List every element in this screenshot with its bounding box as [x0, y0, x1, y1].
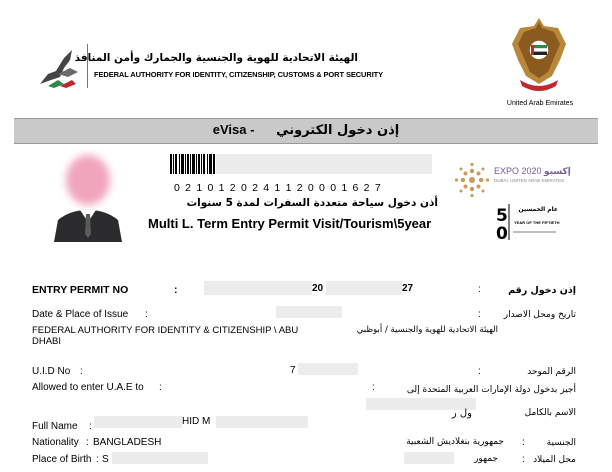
fullname-redaction-a [94, 416, 182, 428]
entry-permit-redaction [204, 281, 312, 295]
entry-permit-value-a: 20 [312, 283, 324, 294]
fullname-value: HID M [182, 416, 211, 427]
entry-permit-redaction-2 [326, 281, 402, 295]
expo-name-ar: إكسبو [544, 167, 571, 177]
nationality-colon-ar: : [522, 437, 525, 448]
authority-falcon-logo [34, 44, 84, 90]
birthplace-value-ar: جمهور [474, 454, 498, 464]
permit-title-en: Multi L. Term Entry Permit Visit/Tourism\5year [148, 216, 432, 231]
uid-redaction [298, 363, 358, 375]
allowed-colon: : [159, 382, 162, 393]
year-title-ar: عام الخمسين [518, 206, 558, 213]
uid-label: U.I.D No [32, 366, 71, 377]
evisa-banner-title [0, 118, 612, 142]
allowed-label-ar: أجيز بدخول دولة الإمارات العربية المتحدة إلى [406, 385, 576, 395]
issuer-value-ar: الهيئة الاتحادية للهوية والجنسية / أبوظبي [356, 325, 498, 335]
permit-title-ar: أذن دخول سياحة متعددة السفرات لمدة 5 سنوات [186, 197, 438, 209]
birthplace-colon: : [96, 454, 99, 465]
barcode [170, 154, 216, 174]
entry-permit-value-b: 27 [402, 283, 414, 294]
expo-subtitle: DUBAI, UNITED ARAB EMIRATES [494, 178, 565, 183]
svg-text:0: 0 [496, 224, 508, 242]
birthplace-label-ar: محل الميلاد [533, 455, 576, 465]
allowed-label: Allowed to enter U.A.E to [32, 382, 144, 393]
barcode-redaction [216, 154, 432, 174]
nationality-value: BANGLADESH [93, 437, 162, 448]
expo-name [494, 166, 571, 177]
entry-permit-label-ar: إذن دخول رقم [508, 285, 576, 296]
banner-title-en: eVisa - [212, 122, 255, 137]
uid-colon: : [80, 366, 83, 377]
authority-name-ar: الهيئة الاتحادية للهوية والجنسية والجمارك وأمن المنافذ [74, 52, 358, 64]
allowed-colon-ar: : [372, 382, 375, 393]
nationality-label-ar: الجنسية [546, 438, 576, 448]
fullname-colon: : [89, 421, 92, 432]
birthplace-redaction-ar [404, 452, 454, 464]
fullname-redaction-b [216, 416, 308, 428]
birthplace-value: S [102, 454, 109, 465]
barcode-number: 0 2 1 0 1 2 0 2 4 1 1 2 0 0 0 1 6 2 7 [174, 182, 382, 194]
issue-redaction [276, 306, 342, 318]
fullname-label: Full Name [32, 421, 78, 432]
nationality-label: Nationality [32, 437, 79, 448]
uid-colon-ar: : [478, 366, 481, 377]
expo-2020-logo [454, 162, 490, 198]
emblem-caption: United Arab Emirates [506, 100, 574, 107]
nationality-value-ar: جمهورية بنغلاديش الشعبية [406, 437, 504, 447]
uae-emblem [508, 14, 570, 96]
issue-colon: : [145, 309, 148, 320]
authority-name-en: FEDERAL AUTHORITY FOR IDENTITY, CITIZENSHIP, CUSTOMS & PORT SECURITY [94, 70, 384, 79]
authority-divider [87, 44, 88, 88]
passport-photo [48, 150, 128, 242]
entry-permit-colon: : [174, 284, 178, 296]
fullname-label-ar: الاسم بالكامل [524, 408, 576, 418]
birthplace-redaction [112, 452, 208, 464]
issue-label: Date & Place of Issue [32, 309, 129, 320]
uid-label-ar: الرقم الموحد [527, 367, 576, 377]
svg-text:5: 5 [496, 206, 508, 226]
issue-colon-ar: : [478, 309, 481, 320]
entry-permit-colon-ar: : [478, 284, 481, 295]
birthplace-label: Place of Birth [32, 454, 92, 465]
issue-label-ar: تاريخ ومحل الاصدار [503, 310, 576, 320]
expo-name-en: EXPO 2020 [494, 166, 542, 176]
fullname-value-ar: ول ر [451, 408, 472, 419]
issuer-value-en: FEDERAL AUTHORITY FOR IDENTITY & CITIZENSHIP \ ABU DHABI [32, 325, 299, 347]
banner-title-ar: إذن دخول الكتروني [276, 123, 400, 138]
uid-value: 7 [290, 365, 296, 376]
entry-permit-label: ENTRY PERMIT NO [32, 284, 129, 296]
year-title-en: YEAR OF THE FIFTIETH [514, 220, 560, 225]
birthplace-colon-ar: : [522, 454, 525, 465]
nationality-colon: : [86, 437, 89, 448]
